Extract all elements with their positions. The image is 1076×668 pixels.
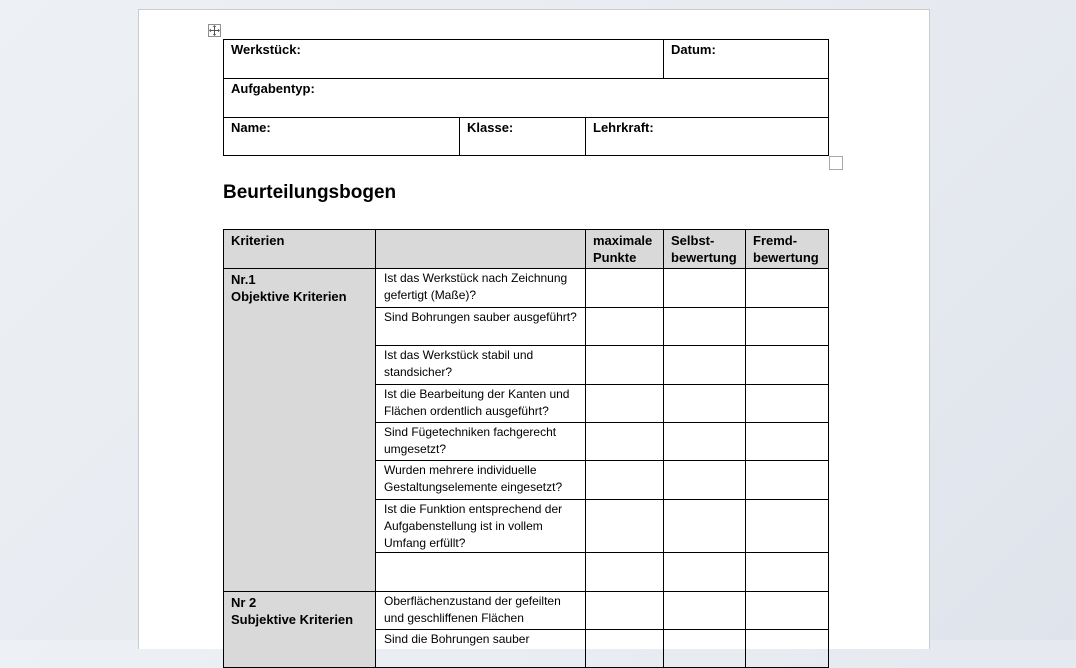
datum-label: Datum: [671,42,716,57]
max-points-cell[interactable] [586,385,664,423]
aufgabentyp-cell[interactable] [224,79,829,118]
klasse-cell[interactable] [460,118,586,156]
question-cell: Ist die Funktion entsprechend der Aufgabenstellung ist in vollem Umfang erfüllt? [376,500,586,553]
external-rating-cell[interactable] [746,630,829,668]
aufgabentyp-label: Aufgabentyp: [231,81,315,96]
max-points-cell[interactable] [586,553,664,592]
datum-cell[interactable] [664,40,829,79]
question-cell: Oberflächenzustand der gefeilten und geschliffenen Flächen [376,592,586,630]
max-points-cell[interactable] [586,592,664,630]
max-points-cell[interactable] [586,630,664,668]
lehrkraft-label: Lehrkraft: [593,120,654,135]
header-ext-line2: bewertung [753,250,819,265]
header-form-table [223,39,829,156]
table-resize-handle[interactable] [829,156,843,170]
question-cell: Wurden mehrere individuelle Gestaltungselemente eingesetzt? [376,461,586,500]
werkstueck-cell[interactable] [224,40,664,79]
self-rating-cell[interactable] [664,592,746,630]
table-move-handle-icon[interactable] [208,24,221,37]
external-rating-cell[interactable] [746,423,829,461]
section1-number: Nr.1 [231,272,256,287]
self-rating-cell[interactable] [664,461,746,500]
header-max-points [586,230,664,269]
external-rating-cell[interactable] [746,500,829,553]
external-rating-cell[interactable] [746,308,829,346]
self-rating-cell[interactable] [664,423,746,461]
self-rating-cell[interactable] [664,500,746,553]
self-rating-cell[interactable] [664,269,746,308]
header-self-rating [664,230,746,269]
question-cell: Sind Fügetechniken fachgerecht umgesetzt? [376,423,586,461]
external-rating-cell[interactable] [746,346,829,385]
self-rating-cell[interactable] [664,553,746,592]
max-points-cell[interactable] [586,346,664,385]
werkstueck-label: Werkstück: [231,42,301,57]
name-label: Name: [231,120,271,135]
max-points-cell[interactable] [586,308,664,346]
self-rating-cell[interactable] [664,346,746,385]
question-cell: Sind die Bohrungen sauber [376,630,586,668]
self-rating-cell[interactable] [664,630,746,668]
table-header-row [224,230,829,269]
self-rating-cell[interactable] [664,385,746,423]
evaluation-table [223,229,829,668]
header-self-line2: bewertung [671,250,737,265]
max-points-cell[interactable] [586,461,664,500]
question-cell: Ist die Bearbeitung der Kanten und Flächen ordentlich ausgeführt? [376,385,586,423]
external-rating-cell[interactable] [746,385,829,423]
header-kriterien: Kriterien [224,230,376,269]
section1-name: Objektive Kriterien [231,289,347,304]
max-points-cell[interactable] [586,423,664,461]
external-rating-cell[interactable] [746,461,829,500]
header-external-rating [746,230,829,269]
section1-criteria-cell [224,269,376,592]
self-rating-cell[interactable] [664,308,746,346]
section2-number: Nr 2 [231,595,257,610]
header-blank [376,230,586,269]
name-cell[interactable] [224,118,460,156]
question-cell: Sind Bohrungen sauber ausgeführt? [376,308,586,346]
lehrkraft-cell[interactable] [586,118,829,156]
klasse-label: Klasse: [467,120,514,135]
external-rating-cell[interactable] [746,553,829,592]
page-title: Beurteilungsbogen [223,182,397,203]
external-rating-cell[interactable] [746,592,829,630]
table-row [224,592,829,630]
header-max-points-line2: Punkte [593,250,637,265]
section2-criteria-cell [224,592,376,668]
question-cell: Ist das Werkstück stabil und standsicher? [376,346,586,385]
table-row [224,269,829,308]
external-rating-cell[interactable] [746,269,829,308]
question-cell: Ist das Werkstück nach Zeichnung gefertigt (Maße)? [376,269,586,308]
section2-name: Subjektive Kriterien [231,612,354,627]
question-cell[interactable] [376,553,586,592]
max-points-cell[interactable] [586,500,664,553]
header-self-line1: Selbst- [671,233,715,248]
header-max-points-line1: maximale [593,233,653,248]
max-points-cell[interactable] [586,269,664,308]
header-ext-line1: Fremd- [753,233,798,248]
